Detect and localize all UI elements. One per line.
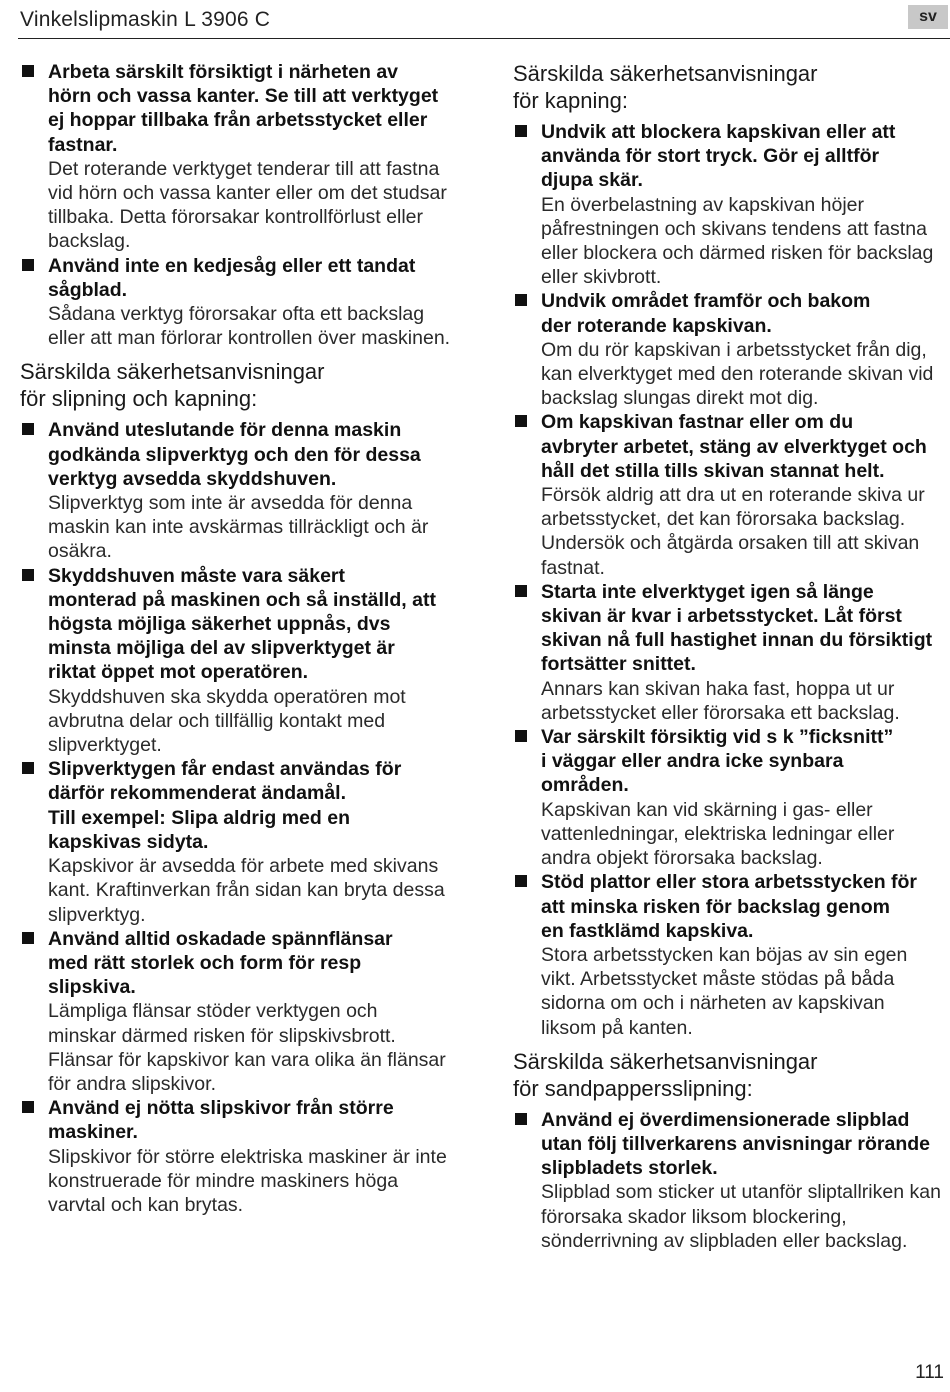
square-bullet-icon — [22, 259, 34, 271]
item-title-line: Starta inte elverktyget igen så länge — [541, 580, 874, 603]
item-body — [48, 999, 465, 1096]
document-title: Vinkelslipmaskin L 3906 C — [20, 8, 271, 31]
item-title — [541, 1108, 949, 1181]
item-title-line: områden. — [541, 774, 629, 797]
item-body — [541, 1180, 949, 1253]
item-title-line: Arbeta särskilt försiktigt i närheten av — [48, 61, 399, 83]
safety-list-item — [20, 418, 465, 563]
item-title — [48, 418, 465, 491]
item-body-line: slipverktyget. — [48, 734, 162, 757]
item-title-line: högsta möjliga säkerhet uppnås, dvs — [48, 613, 391, 636]
item-body-line: kant. Kraftinverkan från sidan kan bryta dessa — [48, 879, 445, 902]
safety-list-item — [513, 1108, 949, 1253]
safety-list-item — [20, 757, 465, 926]
item-body — [541, 338, 949, 411]
item-title-line: att minska risken för backslag genom — [541, 895, 890, 918]
square-bullet-icon — [22, 423, 34, 435]
section-heading — [513, 1048, 949, 1102]
right-column — [513, 60, 949, 1253]
item-title-line: i väggar eller andra icke synbara — [541, 750, 844, 773]
section-heading — [513, 60, 949, 114]
item-title-line: Skyddshuven måste vara säkert — [48, 564, 345, 587]
item-title — [541, 870, 949, 943]
item-title-line: med rätt storlek och form för resp — [48, 951, 362, 974]
item-body — [48, 1145, 465, 1218]
safety-list-item — [513, 410, 949, 579]
item-title — [541, 580, 949, 677]
item-body-line: Slipverktyg som inte är avsedda för denna — [48, 492, 413, 515]
heading-line: Särskilda säkerhetsanvisningar — [20, 359, 325, 385]
item-body-line: påfrestningen och skivans tendens att fastna — [541, 217, 927, 240]
item-title-line: minsta möjliga del av slipverktyget är — [48, 637, 395, 660]
section-heading — [20, 358, 465, 412]
square-bullet-icon — [22, 65, 34, 77]
item-body-line: Skyddshuven ska skydda operatören mot — [48, 685, 406, 708]
item-title — [48, 564, 465, 685]
item-body — [541, 943, 949, 1040]
item-title — [48, 1096, 465, 1144]
item-body-line: slipverktyg. — [48, 903, 146, 926]
item-body-line: arbetsstycket eller förorsaka ett backslag. — [541, 701, 900, 724]
language-badge: sv — [908, 5, 948, 29]
item-body-line: avbrutna delar och tillfällig kontakt med — [48, 709, 386, 732]
safety-list-item — [20, 60, 465, 254]
safety-list-item — [20, 254, 465, 351]
page-number: 111 — [915, 1362, 944, 1383]
safety-list-item — [513, 580, 949, 725]
item-title — [48, 927, 465, 1000]
item-title-line: Undvik att blockera kapskivan eller att — [541, 121, 896, 143]
item-title-line: monterad på maskinen och så inställd, att — [48, 588, 436, 611]
safety-list-item — [513, 870, 949, 1039]
item-body-line: konstruerade för mindre maskiners höga — [48, 1169, 399, 1192]
item-title — [541, 289, 949, 337]
item-title-line: Använd ej överdimensionerade slipblad — [541, 1108, 910, 1131]
item-body — [541, 798, 949, 871]
item-body — [48, 685, 465, 758]
item-title-line: avbryter arbetet, stäng av elverktyget och — [541, 435, 927, 458]
item-body — [541, 193, 949, 290]
safety-section — [513, 1048, 949, 1253]
square-bullet-icon — [515, 585, 527, 597]
heading-line: Särskilda säkerhetsanvisningar — [513, 61, 818, 86]
item-title-line: en fastklämd kapskiva. — [541, 919, 754, 942]
item-title-line: hörn och vassa kanter. Se till att verktyget — [48, 85, 439, 108]
item-body-line: eller skivbrott. — [541, 266, 662, 289]
item-body-line: fastnat. — [541, 556, 605, 579]
item-title — [48, 254, 465, 302]
left-column — [20, 60, 465, 1217]
item-title-line: skivan är kvar i arbetsstycket. Låt först — [541, 605, 902, 628]
item-title-line: utan följ tillverkarens anvisningar rörande — [541, 1132, 931, 1155]
item-title-line: sågblad. — [48, 278, 128, 301]
item-title-line: der roterande kapskivan. — [541, 314, 772, 337]
item-title-line: Om kapskivan fastnar eller om du — [541, 411, 854, 434]
item-body-line: Slipblad som sticker ut utanför sliptallriken kan — [541, 1181, 941, 1204]
square-bullet-icon — [22, 1101, 34, 1113]
item-body-line: sönderrivning av slipbladen eller backslag. — [541, 1229, 908, 1252]
safety-list-item — [20, 564, 465, 758]
safety-list-item — [513, 725, 949, 870]
item-body-line: Undersök och åtgärda orsaken till att skivan — [541, 532, 920, 555]
item-title-line: Använd uteslutande för denna maskin — [48, 419, 402, 442]
item-body-line: förorsaka skador liksom blockering, — [541, 1205, 847, 1228]
item-title-line: godkända slipverktyg och den för dessa — [48, 443, 421, 466]
item-title-line: kapskivas sidyta. — [48, 830, 209, 853]
item-body — [48, 854, 465, 927]
item-title-line: därför rekommenderat ändamål. — [48, 782, 347, 805]
item-body-line: Lämpliga flänsar stöder verktygen och — [48, 1000, 378, 1023]
item-body — [48, 157, 465, 254]
item-body-line: Om du rör kapskivan i arbetsstycket från dig, — [541, 338, 927, 361]
item-body-line: Slipskivor för större elektriska maskiner är inte — [48, 1145, 447, 1168]
item-body-line: vikt. Arbetsstycket måste stödas på båda — [541, 968, 895, 991]
square-bullet-icon — [22, 569, 34, 581]
safety-list-item — [20, 1096, 465, 1217]
item-title-line: använda för stort tryck. Gör ej alltför — [541, 145, 880, 168]
item-title-line: fortsätter snittet. — [541, 653, 696, 676]
heading-line: för slipning och kapning: — [20, 386, 258, 412]
item-title-line: riktat öppet mot operatören. — [48, 661, 309, 684]
item-title — [48, 757, 465, 854]
item-body-line: andra objekt förorsaka backslag. — [541, 847, 823, 870]
safety-section — [20, 358, 465, 1217]
item-body-line: vattenledningar, elektriska ledningar eller — [541, 822, 895, 845]
item-body-line: eller att man förlorar kontrollen över maskinen. — [48, 327, 451, 350]
item-title-line: djupa skär. — [541, 169, 643, 192]
item-body-line: Det roterande verktyget tenderar till att fastna — [48, 157, 440, 180]
item-title-line: skivan nå full hastighet innan du försiktigt — [541, 629, 933, 652]
item-body-line: tillbaka. Detta förorsakar kontrollförlust eller — [48, 206, 423, 229]
item-title-line: Slipverktygen får endast användas för — [48, 758, 402, 781]
item-body-line: kan elverktyget med den roterande skivan vid — [541, 363, 934, 386]
square-bullet-icon — [22, 762, 34, 774]
item-title-line: Använd alltid oskadade spännflänsar — [48, 927, 393, 950]
item-title-line: håll det stilla tills skivan stannat helt. — [541, 459, 885, 482]
item-title-line: ej hoppar tillbaka från arbetsstycket eller — [48, 109, 428, 132]
item-body-line: osäkra. — [48, 540, 112, 563]
item-body-line: En överbelastning av kapskivan höjer — [541, 193, 865, 216]
item-title-line: slipskiva. — [48, 976, 136, 999]
item-body-line: Kapskivor är avsedda för arbete med skivans — [48, 855, 439, 878]
item-title-line: Undvik området framför och bakom — [541, 290, 871, 313]
item-title-line: Stöd plattor eller stora arbetsstycken för — [541, 871, 918, 894]
item-body-line: för andra slipskivor. — [48, 1072, 216, 1095]
square-bullet-icon — [515, 294, 527, 306]
item-title-line: slipbladets storlek. — [541, 1157, 718, 1180]
item-body-line: backslag slungas direkt mot dig. — [541, 387, 819, 410]
item-body-line: liksom på kanten. — [541, 1016, 693, 1039]
item-body — [541, 483, 949, 580]
item-body-line: minskar därmed risken för slipskivsbrott. — [48, 1024, 396, 1047]
safety-list-item — [513, 289, 949, 410]
item-body-line: Kapskivan kan vid skärning i gas- eller — [541, 798, 873, 821]
safety-list-item — [513, 120, 949, 289]
square-bullet-icon — [515, 125, 527, 137]
square-bullet-icon — [22, 932, 34, 944]
item-body-line: varvtal och kan brytas. — [48, 1193, 244, 1216]
item-title-line: maskiner. — [48, 1121, 138, 1144]
item-body-line: Försök aldrig att dra ut en roterande skiva ur — [541, 484, 925, 507]
item-body-line: eller blockera och därmed risken för backslag — [541, 242, 934, 265]
item-title — [541, 410, 949, 483]
item-title-line: Var särskilt försiktig vid s k ”ficksnitt” — [541, 726, 894, 749]
item-title — [541, 725, 949, 798]
item-body-line: Sådana verktyg förorsakar ofta ett backslag — [48, 303, 425, 326]
item-title-line: fastnar. — [48, 133, 118, 156]
item-body-line: Stora arbetsstycken kan böjas av sin egen — [541, 943, 908, 966]
item-body — [541, 677, 949, 725]
item-body-line: Flänsar för kapskivor kan vara olika än flänsar — [48, 1048, 446, 1071]
item-body-line: maskin kan inte avskärmas tillräckligt och är — [48, 516, 429, 539]
header-divider — [18, 38, 950, 39]
safety-list-item — [20, 927, 465, 1096]
item-body-line: sidorna om och i närheten av kapskivan — [541, 992, 885, 1015]
item-body — [48, 302, 465, 350]
square-bullet-icon — [515, 730, 527, 742]
item-body — [48, 491, 465, 564]
item-title-line: verktyg avsedda skyddshuven. — [48, 467, 337, 490]
heading-line: för sandpappersslipning: — [513, 1075, 753, 1101]
item-body-line: arbetsstycket, det kan förorsaka backslag. — [541, 508, 906, 531]
item-title — [48, 60, 465, 157]
square-bullet-icon — [515, 1113, 527, 1125]
item-title-line: Till exempel: Slipa aldrig med en — [48, 806, 350, 829]
square-bullet-icon — [515, 415, 527, 427]
item-title-line: Använd ej nötta slipskivor från större — [48, 1097, 394, 1120]
heading-line: Särskilda säkerhetsanvisningar — [513, 1048, 818, 1074]
square-bullet-icon — [515, 875, 527, 887]
item-body-line: vid hörn och vassa kanter eller om det studsar — [48, 182, 447, 205]
safety-section — [513, 60, 949, 1040]
heading-line: för kapning: — [513, 88, 628, 113]
item-title-line: Använd inte en kedjesåg eller ett tandat — [48, 254, 416, 277]
item-body-line: backslag. — [48, 230, 131, 253]
item-title — [541, 120, 949, 193]
item-body-line: Annars kan skivan haka fast, hoppa ut ur — [541, 677, 895, 700]
